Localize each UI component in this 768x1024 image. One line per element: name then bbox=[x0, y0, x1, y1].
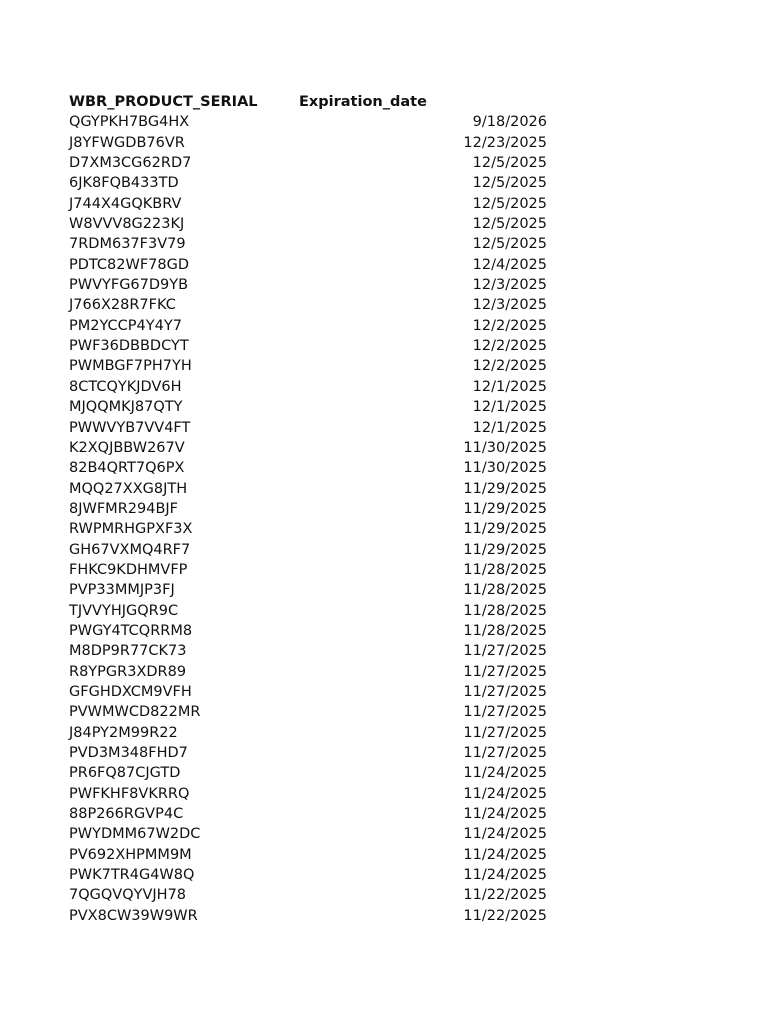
header-product-serial: WBR_PRODUCT_SERIAL bbox=[69, 94, 258, 110]
table-row bbox=[69, 885, 549, 905]
product-serial-cell: MQQ27XXG8JTH bbox=[69, 480, 188, 497]
table-row bbox=[69, 702, 549, 722]
expiration-date-cell: 11/24/2025 bbox=[463, 826, 547, 843]
table-row bbox=[69, 316, 549, 336]
expiration-date-cell: 11/28/2025 bbox=[463, 602, 547, 619]
table-row bbox=[69, 662, 549, 682]
product-serial-cell: PWK7TR4G4W8Q bbox=[69, 867, 195, 884]
table-row bbox=[69, 255, 549, 275]
product-serial-cell: J744X4GQKBRV bbox=[69, 195, 182, 212]
expiration-date-cell: 11/27/2025 bbox=[463, 704, 547, 721]
expiration-date-cell: 11/24/2025 bbox=[463, 846, 547, 863]
product-serial-cell: PWWVYB7VV4FT bbox=[69, 419, 191, 436]
table-row bbox=[69, 743, 549, 763]
expiration-date-cell: 11/27/2025 bbox=[463, 663, 547, 680]
expiration-date-cell: 11/28/2025 bbox=[463, 561, 547, 578]
table-row bbox=[69, 723, 549, 743]
table-row bbox=[69, 356, 549, 376]
product-serial-cell: FHKC9KDHMVFP bbox=[69, 561, 188, 578]
expiration-date-cell: 12/4/2025 bbox=[472, 256, 547, 273]
expiration-date-cell: 11/24/2025 bbox=[463, 806, 547, 823]
product-serial-cell: PWVYFG67D9YB bbox=[69, 277, 189, 294]
expiration-date-cell: 11/30/2025 bbox=[463, 460, 547, 477]
table-row bbox=[69, 621, 549, 641]
expiration-date-cell: 11/29/2025 bbox=[463, 480, 547, 497]
expiration-date-cell: 12/2/2025 bbox=[472, 317, 547, 334]
expiration-date-cell: 11/27/2025 bbox=[463, 683, 547, 700]
table-row bbox=[69, 133, 549, 153]
expiration-date-cell: 12/3/2025 bbox=[472, 277, 547, 294]
expiration-date-cell: 12/2/2025 bbox=[472, 338, 547, 355]
expiration-date-cell: 11/22/2025 bbox=[463, 907, 547, 924]
expiration-date-cell: 11/24/2025 bbox=[463, 765, 547, 782]
table-row bbox=[69, 173, 549, 193]
table-row bbox=[69, 641, 549, 661]
product-serial-cell: W8VVV8G223KJ bbox=[69, 216, 185, 233]
expiration-date-cell: 11/28/2025 bbox=[463, 582, 547, 599]
product-serial-cell: R8YPGR3XDR89 bbox=[69, 663, 187, 680]
expiration-date-cell: 11/29/2025 bbox=[463, 500, 547, 517]
product-serial-cell: D7XM3CG62RD7 bbox=[69, 155, 192, 172]
table-row bbox=[69, 234, 549, 254]
expiration-date-cell: 11/28/2025 bbox=[463, 622, 547, 639]
product-serial-cell: PWFKHF8VKRRQ bbox=[69, 785, 190, 802]
expiration-date-cell: 11/27/2025 bbox=[463, 745, 547, 761]
product-serial-cell: J766X28R7FKC bbox=[69, 297, 176, 314]
table-row bbox=[69, 397, 549, 417]
expiration-date-cell: 12/5/2025 bbox=[472, 195, 547, 212]
table-row bbox=[69, 824, 549, 844]
expiration-date-cell: 12/5/2025 bbox=[472, 175, 547, 192]
table-row bbox=[69, 194, 549, 214]
table-row bbox=[69, 540, 549, 560]
expiration-date-cell: 11/22/2025 bbox=[463, 887, 547, 904]
expiration-date-cell: 11/27/2025 bbox=[463, 724, 547, 741]
table-row bbox=[69, 580, 549, 600]
product-serial-cell: PWYDMM67W2DC bbox=[69, 826, 201, 843]
table-row bbox=[69, 418, 549, 438]
product-serial-cell: 82B4QRT7Q6PX bbox=[69, 460, 185, 477]
expiration-date-cell: 12/5/2025 bbox=[472, 216, 547, 233]
table-row bbox=[69, 458, 549, 478]
expiration-date-cell: 12/2/2025 bbox=[472, 358, 547, 375]
expiration-date-cell: 11/29/2025 bbox=[463, 521, 547, 538]
table-row bbox=[69, 295, 549, 315]
expiration-date-cell: 11/24/2025 bbox=[463, 867, 547, 884]
expiration-date-cell: 11/24/2025 bbox=[463, 785, 547, 802]
expiration-date-cell: 12/1/2025 bbox=[472, 419, 547, 436]
product-serial-cell: 88P266RGVP4C bbox=[69, 806, 184, 823]
expiration-date-cell: 11/30/2025 bbox=[463, 439, 547, 456]
product-serial-cell: PR6FQ87CJGTD bbox=[69, 765, 181, 782]
table-row bbox=[69, 560, 549, 580]
table-row bbox=[69, 214, 549, 234]
expiration-date-cell: 11/29/2025 bbox=[463, 541, 547, 558]
table-row bbox=[69, 784, 549, 804]
expiration-date-cell: 12/3/2025 bbox=[472, 297, 547, 314]
expiration-date-cell: 11/27/2025 bbox=[463, 643, 547, 660]
table-row bbox=[69, 865, 549, 885]
table-row bbox=[69, 275, 549, 295]
product-serial-cell: PVX8CW39W9WR bbox=[69, 907, 198, 924]
expiration-date-cell: 12/5/2025 bbox=[472, 236, 547, 253]
product-serial-cell: J84PY2M99R22 bbox=[69, 724, 178, 741]
table-row bbox=[69, 601, 549, 621]
table-header-row bbox=[69, 92, 549, 112]
product-serial-cell: PVWMWCD822MR bbox=[69, 704, 201, 721]
table-row bbox=[69, 153, 549, 173]
serial-expiration-table bbox=[69, 92, 549, 926]
product-serial-cell: PM2YCCP4Y4Y7 bbox=[69, 317, 182, 334]
product-serial-cell: GH67VXMQ4RF7 bbox=[69, 541, 191, 558]
table-row bbox=[69, 763, 549, 783]
product-serial-cell: PVP33MMJP3FJ bbox=[69, 582, 175, 599]
product-serial-cell: MJQQMKJ87QTY bbox=[69, 399, 183, 416]
table-row bbox=[69, 377, 549, 397]
product-serial-cell: PWGY4TCQRRM8 bbox=[69, 622, 193, 639]
product-serial-cell: K2XQJBBW267V bbox=[69, 439, 185, 456]
product-serial-cell: M8DP9R77CK73 bbox=[69, 643, 187, 660]
table-body bbox=[69, 112, 549, 926]
table-row bbox=[69, 336, 549, 356]
product-serial-cell: 8CTCQYKJDV6H bbox=[69, 378, 182, 395]
table-row bbox=[69, 845, 549, 865]
table-row bbox=[69, 906, 549, 926]
product-serial-cell: PVD3M348FHD7 bbox=[69, 745, 188, 761]
product-serial-cell: PV692XHPMM9M bbox=[69, 846, 192, 863]
product-serial-cell: QGYPKH7BG4HX bbox=[69, 114, 190, 131]
product-serial-cell: J8YFWGDB76VR bbox=[69, 134, 185, 151]
table-row bbox=[69, 499, 549, 519]
product-serial-cell: 7QGQVQYVJH78 bbox=[69, 887, 187, 904]
product-serial-cell: GFGHDXCM9VFH bbox=[69, 683, 192, 700]
product-serial-cell: TJVVYHJGQR9C bbox=[69, 602, 179, 619]
product-serial-cell: PWF36DBBDCYT bbox=[69, 338, 189, 355]
header-expiration-date: Expiration_date bbox=[299, 94, 427, 110]
product-serial-cell: RWPMRHGPXF3X bbox=[69, 521, 193, 538]
product-serial-cell: PWMBGF7PH7YH bbox=[69, 358, 192, 375]
expiration-date-cell: 12/23/2025 bbox=[463, 134, 547, 151]
table-row bbox=[69, 519, 549, 539]
table-row bbox=[69, 479, 549, 499]
expiration-date-cell: 12/1/2025 bbox=[472, 399, 547, 416]
product-serial-cell: 6JK8FQB433TD bbox=[69, 175, 179, 192]
table-row bbox=[69, 804, 549, 824]
expiration-date-cell: 9/18/2026 bbox=[472, 114, 547, 131]
table-row bbox=[69, 682, 549, 702]
product-serial-cell: 8JWFMR294BJF bbox=[69, 500, 179, 517]
table-row bbox=[69, 112, 549, 132]
expiration-date-cell: 12/5/2025 bbox=[472, 155, 547, 172]
product-serial-cell: PDTC82WF78GD bbox=[69, 256, 190, 273]
expiration-date-cell: 12/1/2025 bbox=[472, 378, 547, 395]
product-serial-cell: 7RDM637F3V79 bbox=[69, 236, 186, 253]
table-row bbox=[69, 438, 549, 458]
